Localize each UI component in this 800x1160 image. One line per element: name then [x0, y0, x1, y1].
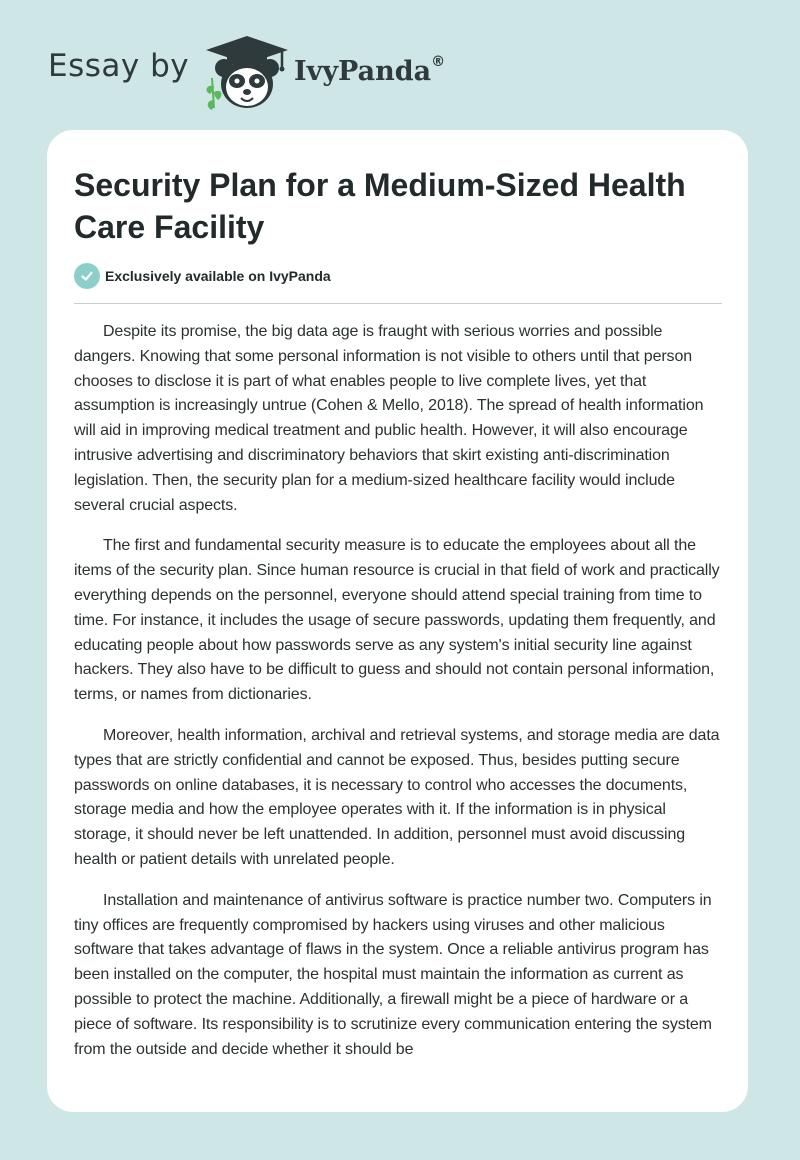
page-title: Security Plan for a Medium-Sized Health Care Facility — [74, 167, 686, 245]
registered-mark: ® — [431, 54, 446, 70]
check-icon — [74, 263, 100, 289]
paragraph: The first and fundamental security measure is to educate the employees about all the items of the security plan. Since human resource is crucial in that field of work and practically everything depends on the personnel, everyone should attend special training from time to time. For instance, it includes the usage of secure passwords, updating them frequently, and educating people about how passwords serve as any system's initial security line against hackers. They also have to be difficult to guess and should not contain personal information, terms, or names from dictionaries. — [74, 537, 720, 704]
paragraph: Despite its promise, the big data age is fraught with serious worries and possible dangers. Knowing that some personal information is not visible to others until that person chooses to disclose it is part of what enables people to live complete lives, yet that assumption is increasingly untrue (Cohen & Mello, 2018). The spread of health information will aid in improving medical treatment and public health. However, it will also encourage intrusive advertising and discriminatory behaviors that skirt existing anti-discrimination legislation. Then, the security plan for a medium-sized healthcare facility would include several crucial aspects. — [74, 323, 704, 514]
site-header — [48, 34, 508, 114]
ivypanda-logo-icon — [202, 34, 292, 112]
paragraph: Installation and maintenance of antivirus software is practice number two. Computers in tiny offices are frequently compromised by hackers using viruses and other malicious software that takes advantage of flaws in the system. Once a reliable antivirus program has been installed on the computer, the hospital must maintain the information as current as possible to protect the machine. Additionally, a firewall might be a piece of hardware or a piece of software. Its responsibility is to scrutinize every communication entering the system from the outside and decide whether it should be — [74, 891, 712, 1058]
divider — [74, 303, 722, 304]
essay-body — [74, 320, 725, 1110]
essay-by-label: Essay by — [48, 48, 190, 84]
brand-name: IvyPanda® — [294, 54, 446, 87]
essay-card — [47, 130, 748, 1112]
exclusive-badge — [74, 263, 331, 289]
paragraph: Moreover, health information, archival and retrieval systems, and storage media are data types that are strictly confidential and cannot be exposed. Thus, besides putting secure passwords on online databases, it is necessary to control who accesses the documents, storage media and how the employee operates with it. If the information is in physical storage, it should never be left unattended. In addition, personnel must avoid discussing health or patient details with unrelated people. — [74, 726, 720, 868]
badge-label: Exclusively available on IvyPanda — [105, 268, 331, 284]
